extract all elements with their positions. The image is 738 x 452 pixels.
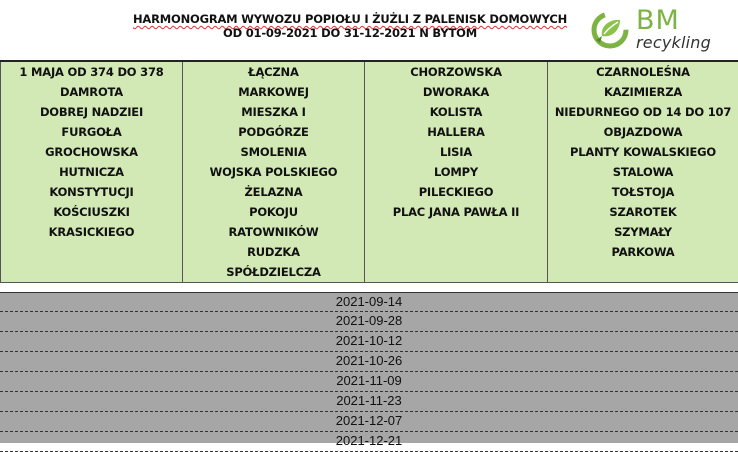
- street-cell: SPÓŁDZIELCZA: [183, 262, 365, 283]
- table-row: [1, 182, 738, 202]
- street-cell: 1 MAJA OD 374 DO 378: [1, 61, 183, 82]
- street-cell: FURGOŁA: [1, 122, 183, 142]
- pickup-date: 2021-11-09: [0, 371, 738, 392]
- street-cell: GROCHOWSKA: [1, 142, 183, 162]
- street-cell: KONSTYTUCJI: [1, 182, 183, 202]
- table-row: [1, 202, 738, 222]
- street-cell: MARKOWEJ: [183, 82, 365, 102]
- street-cell: POKOJU: [183, 202, 365, 222]
- street-cell: OBJAZDOWA: [548, 122, 738, 142]
- header: [0, 0, 738, 60]
- street-cell: [1, 242, 183, 262]
- street-cell: KOLISTA: [365, 102, 548, 122]
- street-cell: [1, 262, 183, 283]
- street-cell: STALOWA: [548, 162, 738, 182]
- street-cell: MIESZKA I: [183, 102, 365, 122]
- street-cell: PILECKIEGO: [365, 182, 548, 202]
- street-cell: KRASICKIEGO: [1, 222, 183, 242]
- street-cell: ŁĄCZNA: [183, 61, 365, 82]
- company-logo: [590, 8, 735, 54]
- pickup-date: 2021-10-26: [0, 351, 738, 372]
- street-cell: [365, 262, 548, 283]
- street-cell: HUTNICZA: [1, 162, 183, 182]
- street-cell: TOŁSTOJA: [548, 182, 738, 202]
- table-row: [1, 262, 738, 283]
- table-row: [1, 222, 738, 242]
- street-cell: WOJSKA POLSKIEGO: [183, 162, 365, 182]
- pickup-date: 2021-09-14: [0, 293, 738, 312]
- table-row: [1, 122, 738, 142]
- street-cell: KAZIMIERZA: [548, 82, 738, 102]
- street-cell: HALLERA: [365, 122, 548, 142]
- table-row: [1, 142, 738, 162]
- table-row: [1, 162, 738, 182]
- street-cell: DWORAKA: [365, 82, 548, 102]
- street-cell: PODGÓRZE: [183, 122, 365, 142]
- logo-sub-text: recykling: [636, 33, 711, 52]
- title-line-2: OD 01-09-2021 DO 31-12-2021 N BYTOM: [110, 26, 590, 40]
- table-row: [1, 102, 738, 122]
- street-cell: PARKOWA: [548, 242, 738, 262]
- street-cell: CHORZOWSKA: [365, 61, 548, 82]
- table-row: [1, 82, 738, 102]
- pickup-dates-list: [0, 292, 738, 443]
- pickup-date: 2021-11-23: [0, 391, 738, 412]
- street-cell: PLANTY KOWALSKIEGO: [548, 142, 738, 162]
- street-cell: SZYMAŁY: [548, 222, 738, 242]
- street-cell: SZAROTEK: [548, 202, 738, 222]
- street-cell: NIEDURNEGO OD 14 DO 107: [548, 102, 738, 122]
- pickup-date: 2021-10-12: [0, 331, 738, 352]
- street-cell: RATOWNIKÓW: [183, 222, 365, 242]
- street-cell: SMOLENIA: [183, 142, 365, 162]
- recycling-leaf-icon: [590, 10, 630, 50]
- street-cell: KOŚCIUSZKI: [1, 202, 183, 222]
- street-cell: RUDZKA: [183, 242, 365, 262]
- street-cell: [548, 262, 738, 283]
- table-row: [1, 242, 738, 262]
- pickup-date: 2021-09-28: [0, 311, 738, 332]
- street-cell: DAMROTA: [1, 82, 183, 102]
- title-line-1: HARMONOGRAM WYWOZU POPIOŁU I ŻUŻLI Z PALENISK DOMOWYCH: [110, 12, 590, 26]
- pickup-date: 2021-12-07: [0, 411, 738, 432]
- street-cell: LISIA: [365, 142, 548, 162]
- table-row: [1, 61, 738, 82]
- street-cell: [365, 222, 548, 242]
- street-cell: LOMPY: [365, 162, 548, 182]
- street-cell: ŻELAZNA: [183, 182, 365, 202]
- logo-brand-text: BM: [636, 5, 680, 36]
- pickup-date: 2021-12-21: [0, 431, 738, 452]
- street-cell: PLAC JANA PAWŁA II: [365, 202, 548, 222]
- street-cell: CZARNOLEŚNA: [548, 61, 738, 82]
- street-cell: [365, 242, 548, 262]
- street-cell: DOBREJ NADZIEI: [1, 102, 183, 122]
- document-title: [110, 12, 590, 40]
- streets-table: [0, 60, 738, 283]
